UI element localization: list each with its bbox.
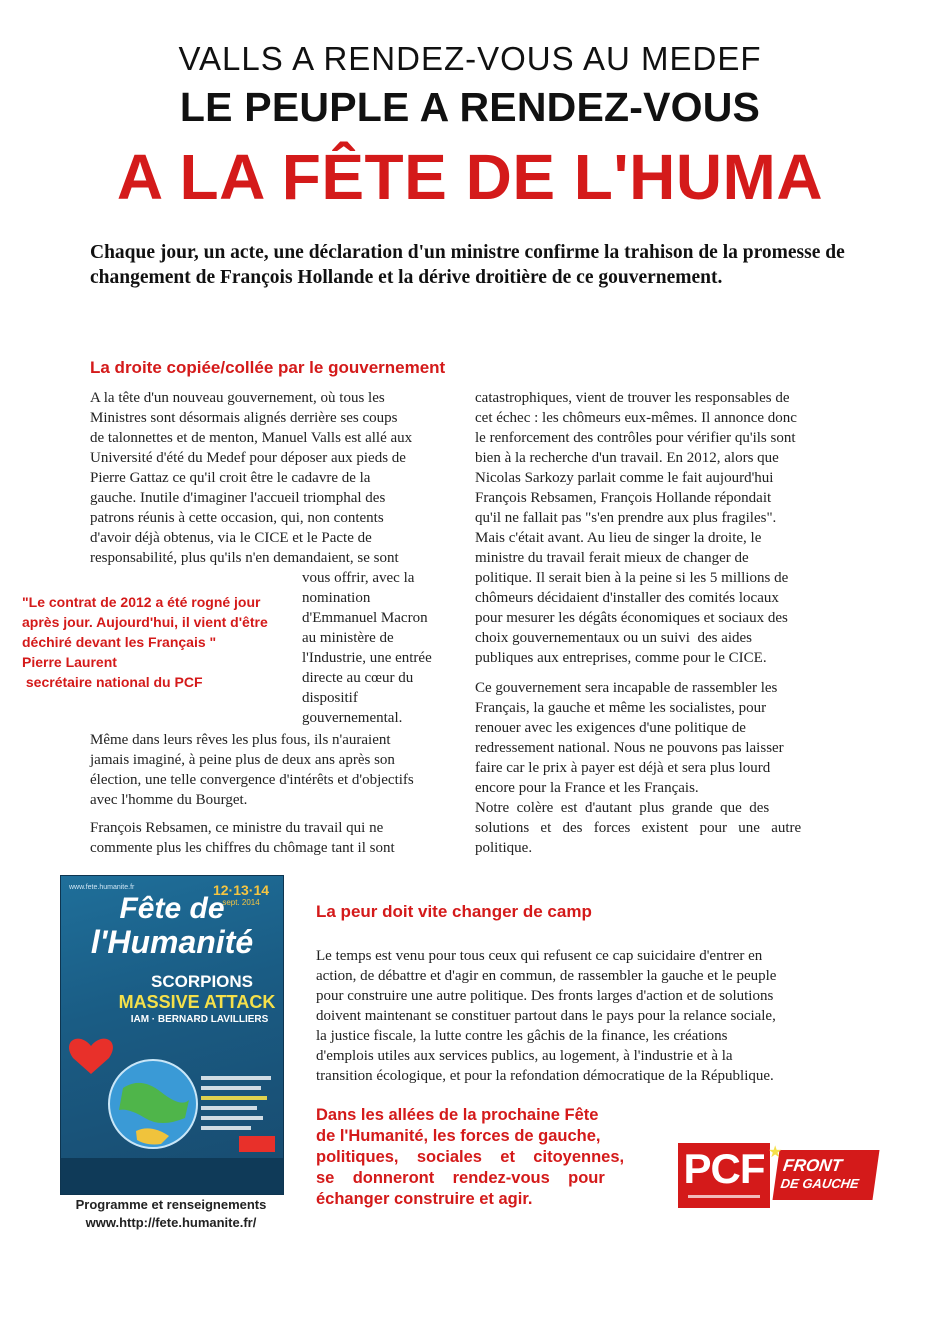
poster-act-2: MASSIVE ATTACK [118, 992, 276, 1012]
poster-month: sept. 2014 [222, 898, 260, 907]
front-de-gauche-logo [772, 1150, 879, 1200]
pcf-logo [678, 1143, 770, 1208]
text-line: ministre du travail ferait mieux de changer de [475, 550, 749, 566]
text-line: nomination [302, 590, 371, 606]
text-line: A la tête d'un nouveau gouvernement, où tous les [90, 390, 385, 406]
text-line: Ministres sont désormais alignés derrière ses coups [90, 410, 398, 426]
text-line: Dans les allées de la prochaine Fête [316, 1106, 599, 1124]
quote-author: Pierre Laurent [22, 654, 117, 670]
text-line: élection, une telle convergence d'intérêts et d'objectifs [90, 772, 414, 788]
text-line: se donneront rendez-vous pour [316, 1169, 605, 1187]
text-line: vous offrir, avec la [302, 570, 415, 586]
text-line: politiques, sociales et citoyennes, [316, 1148, 625, 1166]
text-line: publiques aux entreprises, comme pour le CICE. [475, 650, 767, 666]
poster-title-1: Fête de [119, 892, 225, 925]
text-line: doivent maintenant se constituer partout dans le pays pour la relance sociale, [316, 1008, 776, 1024]
text-line: Le temps est venu pour tous ceux qui refusent ce cap suicidaire d'entrer en [316, 948, 763, 964]
text-line: Même dans leurs rêves les plus fous, ils n'auraient [90, 732, 391, 748]
star-icon: ★ [768, 1144, 783, 1161]
text-line: transition écologique, et pour la refondation démocratique de la République. [316, 1068, 774, 1084]
text-line: bien à la recherche d'un travail. En 2012, alors que [475, 450, 779, 466]
text-line: faire car le prix à payer est déjà et sera plus lourd [475, 760, 771, 776]
text-line: d'Emmanuel Macron [302, 610, 428, 626]
text-line: Nicolas Sarkozy parlait comme le fait aujourd'hui [475, 470, 774, 486]
text-line: catastrophiques, vient de trouver les responsables de [475, 390, 790, 406]
text-line: François Rebsamen, François Hollande répondait [475, 490, 772, 506]
text-line: Université d'été du Medef pour déposer aux pieds de [90, 450, 406, 466]
text-line: la justice fiscale, la lutte contre les gâchis de la finance, les créations [316, 1028, 728, 1044]
header-line-2: LE PEUPLE A RENDEZ-VOUS [179, 84, 761, 130]
text-line: solutions et des forces existent pour une autre [475, 820, 802, 836]
poster-act-3: IAM · BERNARD LAVILLIERS [130, 1014, 269, 1025]
intro-paragraph: Chaque jour, un acte, une déclaration d'un ministre confirme la trahison de la promesse de changement de François Hollande et la dérive droitière de ce gouvernement. [90, 242, 845, 288]
poster-dates: 12·13·14 [212, 882, 270, 898]
header-line-3: A LA FÊTE DE L'HUMA [116, 141, 824, 213]
text-line: échanger construire et agir. [316, 1190, 533, 1208]
fete-humanite-poster [60, 875, 284, 1195]
column-2-part-b [475, 678, 855, 858]
fdg-logo-line-1: FRONT [782, 1156, 844, 1175]
text-line: chômeurs décidaient d'installer des comités locaux [475, 590, 779, 606]
pcf-logo-text: PCF [683, 1145, 765, 1192]
text-line: pour mesurer les dégâts économiques et sociaux des [475, 610, 788, 626]
text-line: Français, la gauche et même les socialistes, pour [475, 700, 767, 716]
poster-link[interactable]: www.http://fete.humanite.fr/ [85, 1215, 257, 1230]
quote-line: déchiré devant les Français " [22, 634, 217, 650]
text-line: gauche. Inutile d'imaginer l'accueil triomphal des [90, 490, 386, 506]
poster-act-1: SCORPIONS [150, 972, 254, 991]
text-line: Ce gouvernement sera incapable de rassembler les [475, 680, 778, 696]
column-1-part-c [90, 818, 470, 858]
column-1-narrow [302, 568, 462, 728]
text-line: Mais c'était avant. Au lieu de singer la droite, le [475, 530, 762, 546]
text-line: au ministère de [302, 630, 394, 646]
section-1-heading: La droite copiée/collée par le gouvernement [90, 358, 446, 377]
fdg-logo-line-2: DE GAUCHE [779, 1176, 860, 1191]
poster-title-2: l'Humanité [90, 924, 254, 960]
text-line: dispositif [302, 690, 358, 706]
text-line: directe au cœur du [302, 670, 414, 686]
text-line: politique. Il serait bien à la peine si les 5 millions de [475, 570, 789, 586]
text-line: renouer avec les exigences d'une politique de [475, 720, 746, 736]
column-2-part-a [475, 388, 855, 668]
quote-author-title: secrétaire national du PCF [22, 674, 203, 690]
text-line: François Rebsamen, ce ministre du travail qui ne [90, 820, 384, 836]
text-line: action, de débattre et d'agir en commun, de rassembler la gauche et le peuple [316, 968, 777, 984]
text-line: Pierre Gattaz ce qu'il croit être le cadavre de la [90, 470, 371, 486]
poster-site: www.fete.humanite.fr [69, 884, 135, 891]
text-line: avec l'homme du Bourget. [90, 792, 248, 808]
text-line: le renforcement des contrôles pour vérifier qu'ils sont [475, 430, 796, 446]
text-line: cet échec : les chômeurs eux-mêmes. Il annonce donc [475, 410, 797, 426]
text-line: gouvernemental. [302, 710, 403, 726]
heart-icon [69, 1039, 113, 1074]
quote-line: "Le contrat de 2012 a été rogné jour [22, 594, 261, 610]
closing-statement [316, 1105, 656, 1210]
column-1-part-a [90, 388, 470, 568]
text-line: encore pour la France et les Français. [475, 780, 699, 796]
text-line: de talonnettes et de menton, Manuel Valls est allé aux [90, 430, 413, 446]
pull-quote [22, 592, 302, 692]
text-line: jamais imaginé, à peine plus de deux ans après son [90, 752, 395, 768]
text-line: choix gouvernementaux ou un suivi des aides [475, 630, 753, 646]
section-2-body [316, 946, 876, 1086]
column-1-part-b [90, 730, 470, 810]
header-line-1: VALLS A RENDEZ-VOUS AU MEDEF [178, 40, 762, 77]
text-line: pour construire une autre politique. Des fronts larges d'action et de solutions [316, 988, 774, 1004]
text-line: d'avoir déjà obtenus, via le CICE et le Pacte de [90, 530, 372, 546]
text-line: commente plus les chiffres du chômage tant il sont [90, 840, 395, 856]
text-line: responsabilité, plus qu'ils n'en demandaient, se sont [90, 550, 399, 566]
poster-caption: Programme et renseignements [75, 1197, 267, 1212]
text-line: d'emplois utiles aux services publics, au logement, à l'industrie et à la [316, 1048, 733, 1064]
text-line: redressement national. Nous ne pouvons pas laisser [475, 740, 784, 756]
text-line: patrons réunis à cette occasion, qui, non contents [90, 510, 384, 526]
text-line: politique. [475, 840, 533, 856]
text-line: l'Industrie, une entrée [302, 650, 432, 666]
text-line: qu'il ne fallait pas "s'en prendre aux plus fragiles". [475, 510, 777, 526]
poster-globe-illustration [61, 1026, 283, 1156]
poster-footer-band [61, 1158, 283, 1194]
section-2-heading: La peur doit vite changer de camp [316, 902, 592, 921]
quote-line: après jour. Aujourd'hui, il vient d'être [22, 614, 268, 630]
text-line: Notre colère est d'autant plus grande que des [475, 800, 770, 816]
text-line: de l'Humanité, les forces de gauche, [316, 1127, 601, 1145]
